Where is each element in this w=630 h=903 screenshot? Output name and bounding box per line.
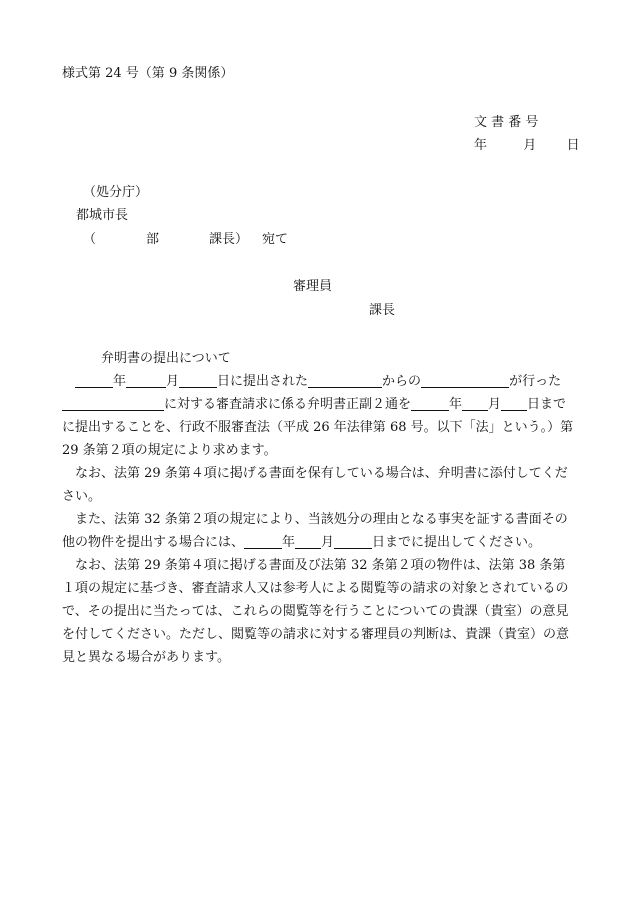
para1-until: 日まで — [527, 397, 567, 412]
subject-line: 弁明書の提出について — [101, 351, 231, 366]
sender-title: 審理員 — [293, 279, 333, 294]
para1-performed: が行った — [509, 374, 562, 389]
addressee-department-line — [83, 231, 288, 249]
para1-from: からの — [382, 374, 422, 389]
para1-rest: に提出することを、行政不服審査法（平成 26 年法律第 68 号。以下「法」という。）第 29 条第２項の規定により求めます。 — [62, 420, 574, 458]
section-chief-label: 課長） — [209, 232, 249, 247]
requester-blank[interactable] — [308, 372, 382, 388]
document-number-label: 文 書 番 号 — [474, 115, 539, 130]
date-day-label: 日 — [566, 138, 580, 153]
para1-month: 月 — [166, 374, 180, 389]
honorific: 宛て — [262, 232, 289, 247]
para3-text2: 日までに提出してください。 — [372, 535, 542, 550]
para1-submitted: 日に提出された — [217, 374, 309, 389]
paragraph-evidence — [62, 508, 577, 554]
para1-against: に対する審査請求に係る弁明書正副２通を — [164, 397, 412, 412]
paragraph-attachment: なお、法第 29 条第４項に掲げる書面を保有している場合は、弁明書に添付してください。 — [62, 466, 568, 504]
agency-blank[interactable] — [421, 372, 509, 388]
sender-position: 課長 — [369, 303, 396, 318]
disposition-blank[interactable] — [62, 395, 164, 411]
addressee-name: 都城市長 — [76, 208, 129, 223]
para1-year2: 年 — [449, 397, 463, 412]
year-blank[interactable] — [75, 372, 113, 388]
form-label: 様式第 24 号（第 9 条関係） — [62, 66, 234, 81]
para3-text1: また、法第 32 条第２項の規定により、当該処分の理由となる事実を証する書面その他の物件を提出する場合には、 — [62, 512, 568, 550]
date-year-label: 年 — [474, 138, 488, 153]
deadline-day-blank[interactable] — [501, 395, 527, 411]
paragraph-request — [62, 370, 577, 462]
paragraph-inspection: なお、法第 29 条第４項に掲げる書面及び法第 32 条第２項の物件は、法第 38 条第１項の規定に基づき、審査請求人又は参考人による閲覧等の請求の対象とされているので、その提出に当たっては、これらの閲覧等を行うことについての貴課（貴室）の意見を付してください。ただし、閲覧等の請求に対する審理員の判断は、貴課（貴室）の意見と異なる場合があります。 — [62, 558, 570, 665]
month-blank[interactable] — [126, 372, 166, 388]
para1-month2: 月 — [488, 397, 502, 412]
addressee-authority: （処分庁） — [83, 185, 149, 200]
date-line — [474, 137, 580, 155]
evidence-month-blank[interactable] — [295, 533, 321, 549]
paren-open: （ — [83, 232, 97, 247]
deadline-month-blank[interactable] — [462, 395, 488, 411]
para3-year: 年 — [282, 535, 296, 550]
para3-month: 月 — [321, 535, 335, 550]
document-body — [62, 347, 577, 669]
evidence-year-blank[interactable] — [244, 533, 282, 549]
evidence-day-blank[interactable] — [334, 533, 372, 549]
date-month-label: 月 — [523, 138, 537, 153]
day-blank[interactable] — [179, 372, 217, 388]
para1-year: 年 — [113, 374, 127, 389]
deadline-year-blank[interactable] — [411, 395, 449, 411]
department-label: 部 — [146, 232, 160, 247]
